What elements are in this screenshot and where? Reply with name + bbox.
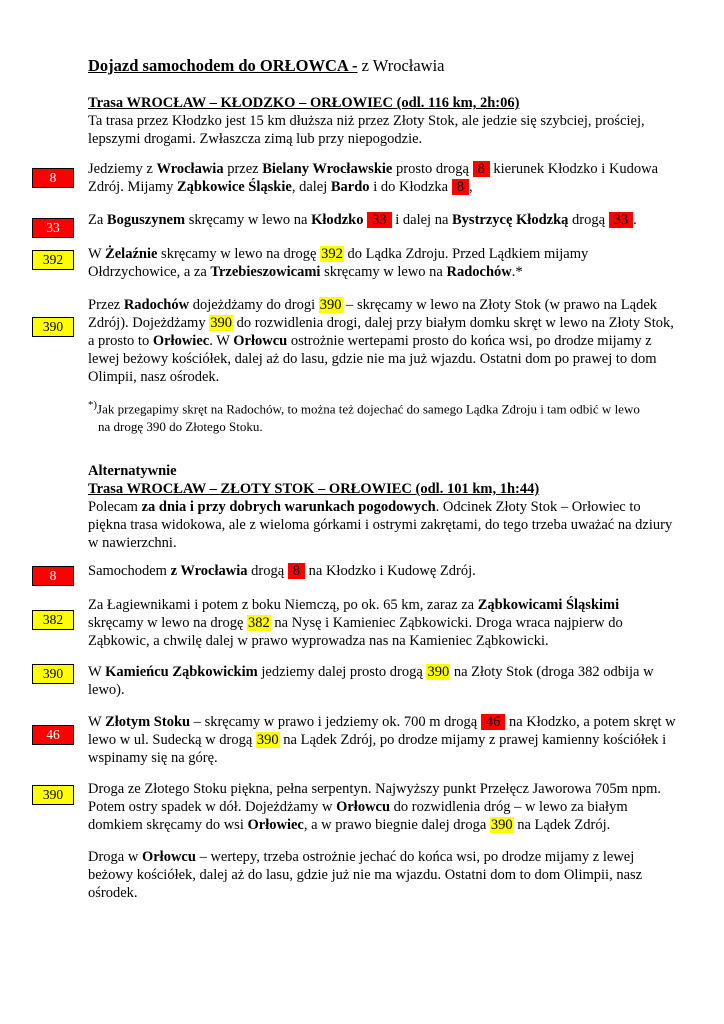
road-mark-392: 392: [321, 246, 343, 262]
route1-step-1: Jedziemy z Wrocławia przez Bielany Wrocławskie prosto drogą 8 kierunek Kłodzko i Kudowa Zdrój. Mijamy Ząbkowice Śląskie, dalej Bardo i do Kłodzka 8 ,: [88, 161, 659, 195]
road-mark-8: 8: [452, 179, 469, 195]
route2-step-1: Samochodem z Wrocławia drogą 8 na Kłodzko i Kudowę Zdrój.: [88, 563, 476, 579]
route2-final: Droga w Orłowcu – wertepy, trzeba ostrożnie jechać do końca wsi, po drodze mijamy z lewej beżowy kościółek, dalej aż do lasu, gdzie już nie ma wjazdu. Ostatni dom to dom Olimpii, nasz ośrodek.: [88, 849, 643, 901]
route2-step-2: Za Łagiewnikami i potem z boku Niemczą, po ok. 65 km, zaraz za Ząbkowicami Śląskimi skręcamy w lewo na drogę 382 na Nysę i Kamieniec Ząbkowicki. Droga wraca najpierw do Ząbkowic, a chwilę dalej w prawo wyprowadza nas na Kamieniec Ząbkowicki.: [88, 597, 623, 649]
footnote: *)Jak przegapimy skręt na Radochów, to można też dojechać do samego Lądka Zdroju i tam odbić w lewo na drogę 390 do Złotego Stoku.: [88, 399, 640, 435]
road-mark-33: 33: [367, 212, 392, 228]
road-mark-46: 46: [481, 714, 506, 730]
road-mark-8: 8: [473, 161, 490, 177]
title-bold: Dojazd samochodem do ORŁOWCA -: [88, 56, 358, 75]
route1-step-3: W Żelaźnie skręcamy w lewo na drogę 392 do Lądka Zdroju. Przed Lądkiem mijamy Ołdrzychowice, a za Trzebieszowicami skręcamy w lewo na Radochów.*: [88, 246, 589, 280]
footnote-mark: *): [88, 399, 98, 411]
road-mark-390: 390: [256, 732, 279, 748]
route1-step-2: Za Boguszynem skręcamy w lewo na Kłodzko 33 i dalej na Bystrzycę Kłodzką drogą 33 .: [88, 212, 637, 228]
road-badge-33: 33: [32, 218, 74, 238]
title-rest: z Wrocławia: [357, 56, 445, 75]
road-badge-8: 8: [32, 566, 74, 586]
road-badge-390: 390: [32, 664, 74, 684]
page-title: [88, 56, 445, 76]
alternative-label: Alternatywnie: [88, 463, 177, 479]
road-mark-390: 390: [490, 817, 513, 833]
route1-header: Trasa WROCŁAW – KŁODZKO – ORŁOWIEC (odl. 116 km, 2h:06): [88, 95, 520, 111]
road-mark-390: 390: [319, 297, 342, 313]
route2-step-3: W Kamieńcu Ząbkowickim jedziemy dalej prosto drogą 390 na Złoty Stok (droga 382 odbija w lewo).: [88, 664, 654, 698]
road-badge-392: 392: [32, 250, 74, 270]
route2-step-5: Droga ze Złotego Stoku piękna, pełna serpentyn. Najwyższy punkt Przełęcz Jaworowa 705m npm. Potem ostry spadek w dół. Dojeżdżamy w Orłowcu do rozwidlenia dróg – w lewo za białym domkiem skręcamy do wsi Orłowiec, a w prawo biegnie dalej droga 390 na Lądek Zdrój.: [88, 781, 661, 833]
road-badge-46: 46: [32, 725, 74, 745]
road-mark-390: 390: [427, 664, 450, 680]
road-mark-390: 390: [210, 315, 232, 331]
route2-intro: Polecam za dnia i przy dobrych warunkach pogodowych. Odcinek Złoty Stok – Orłowiec to piękna trasa widokowa, ale z wieloma górkami i ostrymi zakrętami, do tego trzeba uważać na dziury w nawierzchni.: [88, 499, 673, 551]
road-badge-390: 390: [32, 317, 74, 337]
route1-step-4: Przez Radochów dojeżdżamy do drogi 390 – skręcamy w lewo na Złoty Stok (w prawo na Lądek Zdrój). Dojeżdżamy 390 do rozwidlenia drogi, dalej przy białym domku skręt w lewo na Złoty Stok, a prosto to Orłowiec. W Orłowcu ostrożnie wertepami prosto do końca wsi, po drodze mijamy z lewej beżowy kościółek, dalej aż do lasu, gdzie nie ma już wjazdu. Ostatni dom po prawej to dom Olimpii, nasz ośrodek.: [88, 297, 674, 385]
route2-section: [88, 462, 678, 552]
route1-section: [88, 94, 678, 148]
route1-intro: Ta trasa przez Kłodzko jest 15 km dłuższa niż przez Złoty Stok, ale jedzie się szybciej, prościej, lepszymi drogami. Zwłaszcza zimą lub przy niepogodzie.: [88, 113, 645, 147]
road-badge-8: 8: [32, 168, 74, 188]
road-badge-382: 382: [32, 610, 74, 630]
road-mark-8: 8: [288, 563, 305, 579]
road-mark-382: 382: [248, 615, 270, 631]
route2-step-4: W Złotym Stoku – skręcamy w prawo i jedziemy ok. 700 m drogą 46 na Kłodzko, a potem skręt w lewo w ul. Sudecką w drogą 390 na Lądek Zdrój, po drodze mijamy z prawej kamienny kościółek i wspinamy się na górę.: [88, 714, 676, 766]
route2-header: Trasa WROCŁAW – ZŁOTY STOK – ORŁOWIEC (odl. 101 km, 1h:44): [88, 481, 540, 497]
road-badge-390: 390: [32, 785, 74, 805]
road-mark-33: 33: [609, 212, 634, 228]
